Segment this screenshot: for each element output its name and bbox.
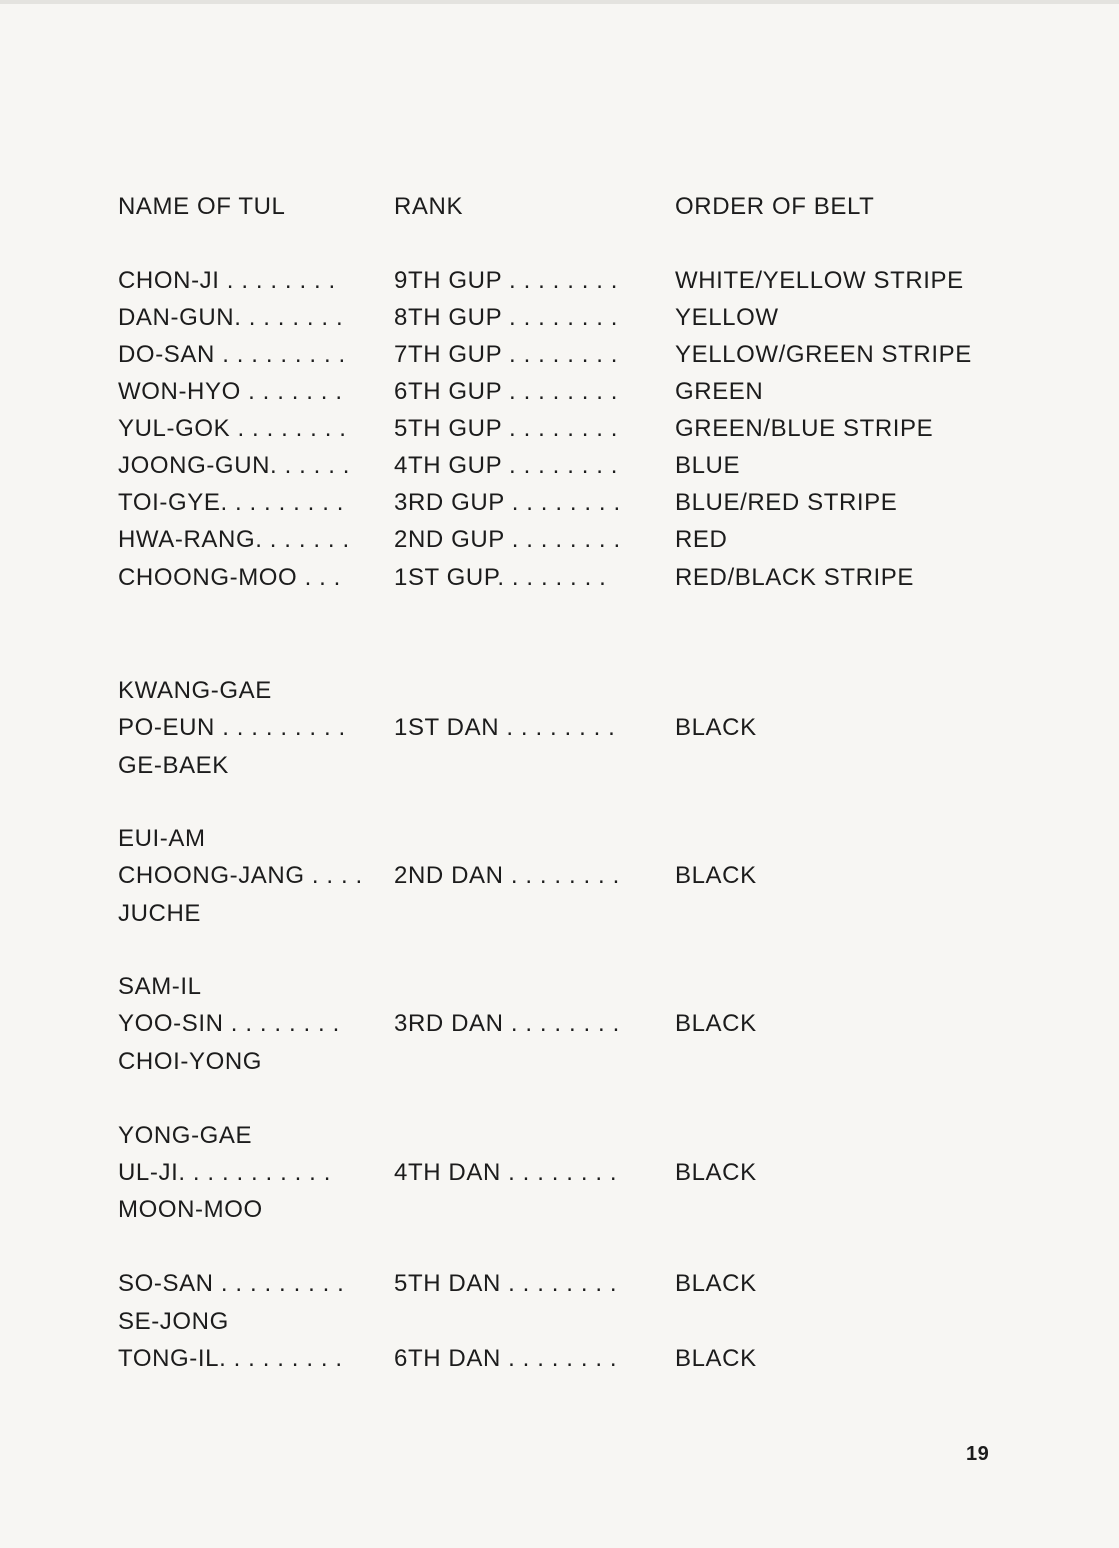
page-number: 19: [966, 1443, 990, 1465]
page-top-edge: [0, 0, 1119, 4]
rank: 6TH DAN . . . . . . . .: [394, 1345, 618, 1372]
rank: 3RD GUP . . . . . . . .: [394, 489, 621, 516]
header-name-of-tul: NAME OF TUL: [118, 193, 286, 220]
tul-name: DO-SAN . . . . . . . . .: [118, 341, 346, 368]
tul-name: GE-BAEK: [118, 752, 229, 779]
tul-name: PO-EUN . . . . . . . . .: [118, 714, 346, 741]
belt-order: BLACK: [675, 1345, 757, 1372]
rank: 8TH GUP . . . . . . . .: [394, 304, 619, 331]
belt-order: YELLOW: [675, 304, 779, 331]
rank: 7TH GUP . . . . . . . .: [394, 341, 619, 368]
belt-order: BLUE: [675, 452, 741, 479]
rank: 1ST GUP. . . . . . . .: [394, 564, 607, 591]
tul-name: SO-SAN . . . . . . . . .: [118, 1270, 345, 1297]
rank: 4TH DAN . . . . . . . .: [394, 1159, 618, 1186]
tul-name: YOO-SIN . . . . . . . .: [118, 1010, 340, 1037]
tul-name: WON-HYO . . . . . . .: [118, 378, 343, 405]
rank: 2ND GUP . . . . . . . .: [394, 526, 621, 553]
belt-order: YELLOW/GREEN STRIPE: [675, 341, 972, 368]
belt-order: RED: [675, 526, 728, 553]
belt-order: GREEN: [675, 378, 764, 405]
rank: 2ND DAN . . . . . . . .: [394, 862, 620, 889]
tul-name: UL-JI. . . . . . . . . . .: [118, 1159, 331, 1186]
tul-name: DAN-GUN. . . . . . . .: [118, 304, 344, 331]
rank: 1ST DAN . . . . . . . .: [394, 714, 616, 741]
tul-name: EUI-AM: [118, 825, 206, 852]
rank: 3RD DAN . . . . . . . .: [394, 1010, 620, 1037]
tul-name: SE-JONG: [118, 1308, 229, 1335]
belt-order: BLACK: [675, 862, 757, 889]
belt-order: BLACK: [675, 714, 757, 741]
tul-name: TOI-GYE. . . . . . . . .: [118, 489, 344, 516]
rank: 6TH GUP . . . . . . . .: [394, 378, 619, 405]
rank: 5TH DAN . . . . . . . .: [394, 1270, 618, 1297]
tul-name: CHON-JI . . . . . . . .: [118, 267, 336, 294]
tul-name: CHOONG-JANG . . . .: [118, 862, 363, 889]
belt-order: BLUE/RED STRIPE: [675, 489, 898, 516]
tul-name: JOONG-GUN. . . . . .: [118, 452, 351, 479]
rank: 4TH GUP . . . . . . . .: [394, 452, 619, 479]
belt-order: WHITE/YELLOW STRIPE: [675, 267, 964, 294]
tul-name: YONG-GAE: [118, 1122, 253, 1149]
header-rank: RANK: [394, 193, 464, 220]
header-order-of-belt: ORDER OF BELT: [675, 193, 875, 220]
tul-name: TONG-IL. . . . . . . . .: [118, 1345, 343, 1372]
belt-order: BLACK: [675, 1159, 757, 1186]
tul-name: CHOI-YONG: [118, 1048, 263, 1075]
tul-name: CHOONG-MOO . . .: [118, 564, 341, 591]
rank: 9TH GUP . . . . . . . .: [394, 267, 619, 294]
rank: 5TH GUP . . . . . . . .: [394, 415, 619, 442]
tul-name: KWANG-GAE: [118, 677, 272, 704]
tul-name: MOON-MOO: [118, 1196, 263, 1223]
tul-name: YUL-GOK . . . . . . . .: [118, 415, 347, 442]
tul-name: SAM-IL: [118, 973, 202, 1000]
tul-name: HWA-RANG. . . . . . .: [118, 526, 350, 553]
belt-order: GREEN/BLUE STRIPE: [675, 415, 934, 442]
belt-order: RED/BLACK STRIPE: [675, 564, 914, 591]
tul-name: JUCHE: [118, 900, 202, 927]
belt-order: BLACK: [675, 1270, 757, 1297]
belt-order: BLACK: [675, 1010, 757, 1037]
